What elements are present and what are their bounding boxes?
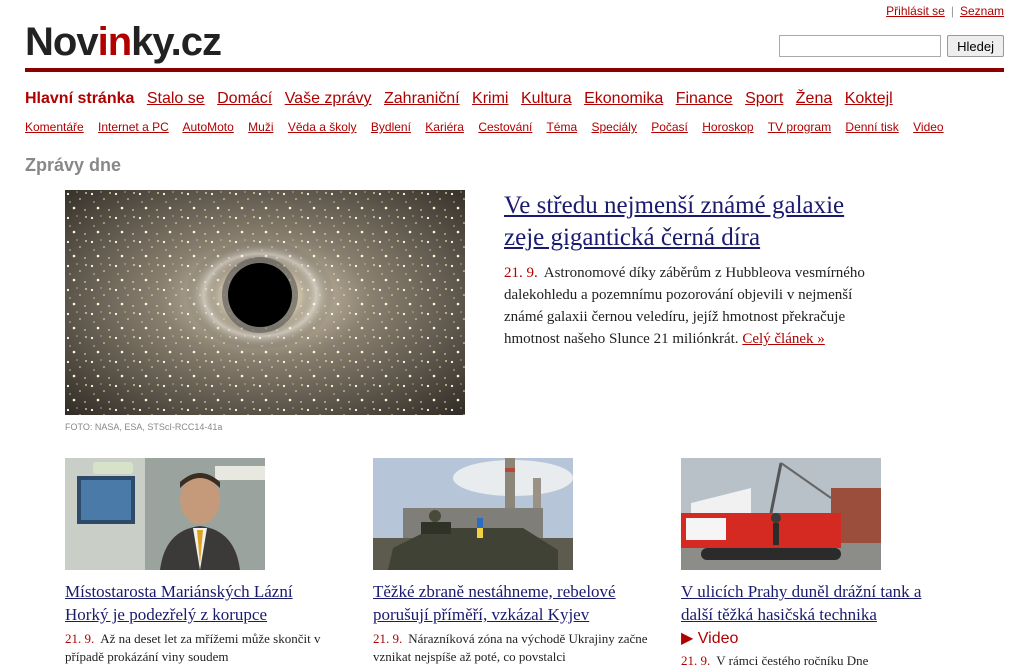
logo-part-3: ky.cz [131, 20, 222, 64]
sub-nav [25, 120, 955, 134]
subnav-item-pocasi[interactable]: Počasí [651, 120, 688, 134]
subnav-item-denni-tisk[interactable]: Denní tisk [845, 120, 899, 134]
header-divider [25, 68, 1004, 72]
hero-article [504, 190, 874, 350]
article-card [681, 458, 956, 670]
read-more-link[interactable]: Celý článek » [742, 331, 825, 347]
black-hole-image [65, 190, 465, 415]
tank-photo [373, 458, 573, 570]
subnav-item-muzi[interactable]: Muži [248, 120, 274, 134]
article-date: 21. 9. [681, 653, 711, 668]
nav-item-stalo-se[interactable]: Stalo se [146, 90, 205, 107]
article-perex-text: Nárazníková zóna na východě Ukrajiny začne vznikat nejspíše až poté, co povstalci [373, 631, 648, 664]
nav-item-koktejl[interactable]: Koktejl [844, 90, 893, 107]
article-date: 21. 9. [373, 631, 403, 646]
nav-item-finance[interactable]: Finance [675, 90, 733, 107]
subnav-item-video[interactable]: Video [913, 120, 944, 134]
subnav-item-internet[interactable]: Internet a PC [98, 120, 169, 134]
article-card [373, 458, 648, 666]
main-nav [25, 90, 901, 108]
hero-perex-text: Astronomové díky záběrům z Hubbleova vesmírného dalekohledu a pozemnímu pozorování objevili v nejmenší známé galaxii černou veledíru, jejíž hmotnost překračuje hmotnost našeho Slunce 21 miliónkrát. [504, 265, 865, 347]
play-icon: ▶ [681, 630, 694, 647]
video-link[interactable] [681, 628, 956, 648]
hero-date: 21. 9. [504, 265, 538, 281]
nav-item-krimi[interactable]: Krimi [472, 90, 509, 107]
login-link[interactable]: Přihlásit se [886, 4, 945, 18]
article-title-link[interactable]: V ulicích Prahy duněl drážní tank a další těžká hasičská technika [681, 582, 922, 624]
search-input[interactable] [779, 35, 941, 57]
nav-item-sport[interactable]: Sport [745, 90, 784, 107]
hero-perex [504, 262, 874, 350]
nav-item-zahranicni[interactable]: Zahraniční [384, 90, 460, 107]
subnav-item-specialy[interactable]: Speciály [591, 120, 637, 134]
subnav-item-cestovani[interactable]: Cestování [478, 120, 533, 134]
photo-caption: FOTO: NASA, ESA, STScI-RCC14-41a [65, 422, 223, 432]
nav-item-ekonomika[interactable]: Ekonomika [584, 90, 664, 107]
fire-engine-photo [681, 458, 881, 570]
nav-item-home[interactable]: Hlavní stránka [25, 90, 135, 107]
subnav-item-horoskop[interactable]: Horoskop [702, 120, 754, 134]
subnav-item-automoto[interactable]: AutoMoto [182, 120, 234, 134]
logo[interactable] [25, 20, 221, 65]
article-thumbnail[interactable] [65, 458, 265, 570]
hero-title-link[interactable]: Ve středu nejmenší známé galaxie zeje gigantická černá díra [504, 192, 845, 251]
article-title-link[interactable]: Těžké zbraně nestáhneme, rebelové porušují příměří, vzkázal Kyjev [373, 582, 616, 624]
article-perex-text: Až na deset let za mřížemi může skončit v případě prokázání viny soudem [65, 631, 321, 664]
subnav-item-tv-program[interactable]: TV program [767, 120, 832, 134]
nav-item-vase-zpravy[interactable]: Vaše zprávy [284, 90, 372, 107]
nav-item-kultura[interactable]: Kultura [520, 90, 572, 107]
seznam-link[interactable]: Seznam [959, 4, 1004, 18]
subnav-item-bydleni[interactable]: Bydlení [370, 120, 411, 134]
politician-photo [65, 458, 265, 570]
separator: | [950, 4, 954, 18]
nav-item-domaci[interactable]: Domácí [217, 90, 273, 107]
article-perex [681, 652, 956, 670]
article-thumbnail[interactable] [681, 458, 881, 570]
article-thumbnail[interactable] [373, 458, 573, 570]
hero-image[interactable] [65, 190, 465, 415]
article-perex-text: V rámci čestého ročníku Dne [716, 653, 869, 668]
article-perex [65, 630, 340, 666]
subnav-item-komentare[interactable]: Komentáře [25, 120, 84, 134]
top-links [886, 4, 1004, 18]
logo-part-2: in [97, 20, 132, 64]
search-button[interactable]: Hledej [947, 35, 1004, 57]
article-perex [373, 630, 648, 666]
section-title: Zprávy dne [25, 155, 122, 175]
video-label: Video [697, 630, 739, 647]
search-form [779, 35, 1004, 57]
subnav-item-tema[interactable]: Téma [546, 120, 578, 134]
article-title-link[interactable]: Místostarosta Mariánských Lázní Horký je podezřelý z korupce [65, 582, 293, 624]
subnav-item-veda[interactable]: Věda a školy [287, 120, 357, 134]
nav-item-zena[interactable]: Žena [795, 90, 833, 107]
article-card [65, 458, 340, 666]
logo-part-1: Nov [25, 20, 98, 64]
subnav-item-kariera[interactable]: Kariéra [425, 120, 464, 134]
article-date: 21. 9. [65, 631, 95, 646]
